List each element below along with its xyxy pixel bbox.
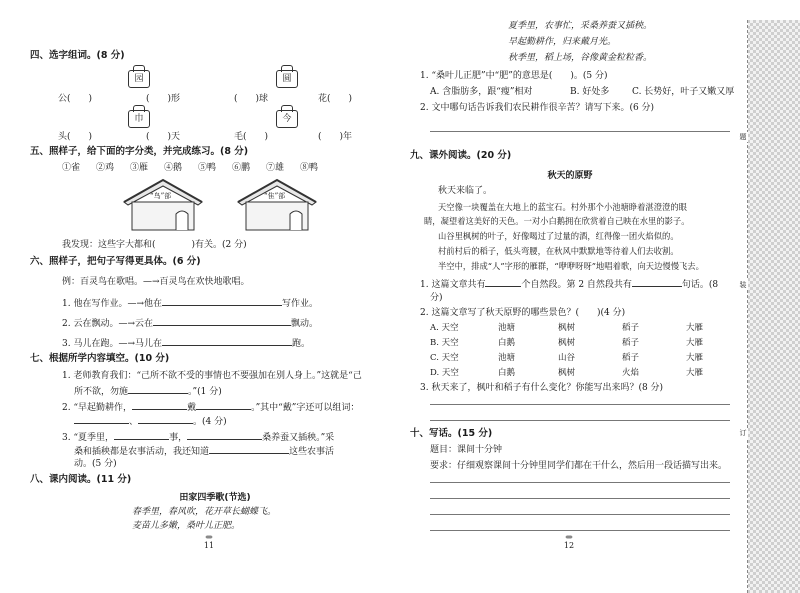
s7-q2-end: 。(4 分) [193, 417, 227, 427]
s9-q2: 2. 这篇文章写了秋天原野的哪些景色？( )(4 分) [420, 308, 626, 318]
article-p3: 山谷里枫树的叶子，好像喝过了过量的酒，红得像一团火焰似的。 [438, 231, 679, 241]
s9-q1-blank2[interactable] [632, 277, 682, 287]
s6-q2-start: 2. 云在飘动。—→云在 [62, 319, 153, 329]
s5-item: ④鹅 [164, 163, 183, 173]
option-cell: 大雁 [686, 353, 704, 363]
s7-q3-blank2[interactable] [187, 430, 262, 440]
s6-q1-start: 1. 他在写作业。—→他在 [62, 299, 162, 309]
right-page [400, 0, 735, 593]
s8-q2-answer-line[interactable] [430, 131, 730, 132]
s9-q3-answer-line2[interactable] [430, 420, 730, 421]
s9-q1-start: 1. 这篇文章共有 [420, 280, 486, 290]
s4-row2-item4: ( )年 [318, 132, 353, 142]
s7-q1-start: 所不欲，勿施 [74, 387, 129, 397]
char-box-yuan2: 圆 [276, 70, 298, 88]
poem-title: 田家四季歌(节选) [179, 493, 251, 503]
s5-item: ⑧鸭 [300, 163, 319, 173]
article-p1: 秋天来临了。 [438, 186, 493, 196]
char-box-yuan1: 园 [128, 70, 150, 88]
s7-q1-line2 [74, 384, 222, 398]
s7-q2-sep: 、 [129, 417, 139, 427]
s6-q3-start: 3. 马儿在跑。—→马儿在 [62, 339, 162, 349]
s7-q1-line1: 1. 老师教育我们：“己所不欲不受的事情也不要强加在别人身上。”这就是“己 [62, 371, 362, 381]
section-4-title: 四、选字组词。(8 分) [30, 50, 125, 61]
option-cell: 白鹅 [498, 368, 516, 378]
s7-q2-start: 2. “早起勤耕作， [62, 403, 133, 413]
s7-q3-know: 桑和插秧都是农事活动，我还知道 [74, 447, 210, 457]
section-8-title: 八、课内阅读。(11 分) [30, 474, 132, 485]
s5-item: ②鸡 [96, 163, 115, 173]
option-cell: 大雁 [686, 338, 704, 348]
s6-q2-blank[interactable] [153, 316, 291, 326]
s9-q1-mid: 个自然段。第 2 自然段共有 [521, 280, 632, 290]
house-bird-radical [118, 178, 208, 232]
s7-q1-blank[interactable] [128, 384, 188, 394]
section-10-title: 十、写话。(15 分) [410, 428, 493, 439]
s7-q3-start: 3. “夏季里， [62, 433, 115, 443]
option-choice[interactable]: D. 天空 [430, 368, 459, 378]
article-title: 秋天的原野 [547, 171, 593, 181]
margin-label-2: 装 [739, 281, 747, 289]
char-box-jin2: 今 [276, 110, 298, 128]
option-choice[interactable]: A. 天空 [430, 323, 459, 333]
s6-q3-end: 跑。 [292, 339, 311, 349]
option-cell: 池塘 [498, 353, 516, 363]
s6-example: 例：百灵鸟在歌唱。—→百灵鸟在欢快地歌唱。 [62, 277, 250, 287]
poem-line4: 早起勤耕作，归来戴月光。 [508, 37, 617, 47]
s6-q3 [62, 336, 310, 350]
house-zhui-radical [232, 178, 322, 232]
s6-q2 [62, 316, 318, 330]
s6-q3-blank[interactable] [162, 336, 292, 346]
option-cell: 山谷 [558, 353, 576, 363]
margin-label-1: 题 [739, 133, 747, 141]
s4-row2-item2: ( )天 [146, 132, 181, 142]
s7-q3-line3: 动。(5 分) [74, 459, 117, 469]
s9-q3: 3. 秋天来了，枫叶和稻子有什么变化？你能写出来吗？(8 分) [420, 383, 664, 393]
poem-line5: 秋季里，稻上场，谷像黄金粒粒香。 [508, 53, 653, 63]
s8-q2: 2. 文中哪句话告诉我们农民耕作很辛苦？请写下来。(6 分) [420, 103, 655, 113]
section-6-title: 六、照样子，把句子写得更具体。(6 分) [30, 256, 201, 267]
option-cell: 稻子 [622, 323, 640, 333]
s7-q2-dai: 戴 [187, 403, 197, 413]
article-p4: 村前村后的稻子，低头弯腰，在秋风中默默地等待着人们去收割。 [438, 246, 679, 256]
s7-q2-mid: 。”其中“戴”字还可以组词： [251, 403, 360, 413]
option-cell: 白鹅 [498, 338, 516, 348]
s7-q2-blank3[interactable] [74, 414, 129, 424]
s7-q3-shi: 事， [169, 433, 188, 443]
s4-row1-item2: ( )形 [146, 94, 181, 104]
s7-q3-line2 [74, 444, 334, 458]
char-box-jin1: 巾 [128, 110, 150, 128]
s10-writing-line3[interactable] [430, 514, 730, 515]
s5-finding: 我发现：这些字大都和( )有关。(2 分) [62, 240, 247, 250]
section-9-title: 九、课外阅读。(20 分) [410, 150, 512, 161]
s7-q3-line1 [62, 430, 334, 444]
s6-q1 [62, 296, 318, 310]
s10-writing-line1[interactable] [430, 482, 730, 483]
s4-row1-item4: 花( ) [318, 94, 353, 104]
s8-q1-optA[interactable]: A. 含脂肪多，跟“瘦”相对 [430, 87, 533, 97]
s5-item: ⑦雄 [266, 163, 285, 173]
s7-q3-these: 这些农事活 [289, 447, 335, 457]
option-cell: 稻子 [622, 353, 640, 363]
s9-q1-end: 句话。(8 [681, 280, 719, 290]
s8-q1-optB[interactable]: B. 好处多 [570, 87, 610, 97]
s10-topic: 题目：课间十分钟 [430, 445, 503, 455]
option-cell: 大雁 [686, 368, 704, 378]
s9-q1-line1 [420, 277, 718, 291]
s4-row2-item3: 毛( ) [234, 132, 269, 142]
s5-item: ⑥鹏 [232, 163, 251, 173]
option-cell: 枫树 [558, 368, 576, 378]
s5-items [62, 162, 334, 174]
option-cell: 大雁 [686, 323, 704, 333]
s8-q1-optC[interactable]: C. 长势好，叶子又嫩又厚 [632, 87, 735, 97]
s7-q2-line2 [74, 414, 227, 428]
option-choice[interactable]: B. 天空 [430, 338, 459, 348]
article-p2a: 天空像一块覆盖在大地上的蓝宝石。村外那个小池塘睁着湛澄澄的眼 [438, 202, 687, 212]
margin-label-3: 订 [739, 429, 747, 437]
article-p2b: 睛，凝望着这美好的天色。一对小白鹅拥在欣赏着自己映在水里的影子。 [424, 216, 690, 226]
s6-q1-blank[interactable] [162, 296, 282, 306]
s8-q1: 1. “桑叶儿正肥”中“肥”的意思是( )。(5 分) [420, 71, 608, 81]
s7-q2-blank1[interactable] [132, 400, 187, 410]
s5-item: ⑤鸭 [198, 163, 217, 173]
s4-row1-item1: 公( ) [58, 94, 93, 104]
s5-item: ①雀 [62, 163, 81, 173]
poem-line1: 春季里，春风吹，花开草长蝴蝶飞。 [132, 507, 277, 517]
house1-label: “鸟”部 [150, 192, 172, 200]
s7-q3-mid: 桑养蚕又插秧。”采 [262, 433, 335, 443]
poem-line3: 夏季里，农事忙，采桑养蚕又插秧。 [508, 21, 653, 31]
s7-q3-blank3[interactable] [209, 444, 289, 454]
s5-item: ③雁 [130, 163, 149, 173]
s7-q1-end: 。”(1 分) [188, 387, 222, 397]
option-choice[interactable]: C. 天空 [430, 353, 459, 363]
s6-q2-end: 飘动。 [291, 319, 319, 329]
option-cell: 枫树 [558, 323, 576, 333]
s7-q3-blank1[interactable] [114, 430, 169, 440]
option-cell: 池塘 [498, 323, 516, 333]
option-cell: 火焰 [622, 368, 640, 378]
s6-q1-end: 写作业。 [282, 299, 319, 309]
page-number-12: 12 [560, 538, 578, 554]
article-p5: 半空中，排成“人”字形的雁群，“咿咿呀呀”地唱着歌，向天边慢慢飞去。 [438, 261, 704, 271]
s9-q1-blank1[interactable] [485, 277, 521, 287]
s10-writing-line2[interactable] [430, 498, 730, 499]
section-7-title: 七、根据所学内容填空。(10 分) [30, 353, 170, 364]
option-cell: 稻子 [622, 338, 640, 348]
s10-requirement: 要求：仔细观察课间十分钟里同学们都在干什么，然后用一段话描写出来。 [430, 461, 728, 471]
poem-line2: 麦苗儿多嫩，桑叶儿正肥。 [132, 521, 241, 531]
option-cell: 枫树 [558, 338, 576, 348]
s9-q1-line2: 分) [430, 293, 443, 303]
page-number-11: 11 [200, 538, 218, 554]
s7-q2-blank4[interactable] [138, 414, 193, 424]
s7-q2-blank2[interactable] [196, 400, 251, 410]
s10-writing-line4[interactable] [430, 530, 730, 531]
s4-row2-item1: 头( ) [58, 132, 93, 142]
s9-q3-answer-line1[interactable] [430, 404, 730, 405]
binding-cut-line [738, 20, 748, 593]
section-5-title: 五、照样子，给下面的字分类，并完成练习。(8 分) [30, 146, 249, 157]
s7-q2-line1 [62, 400, 359, 414]
s4-row1-item3: ( )球 [234, 94, 269, 104]
house2-label: “隹”部 [264, 192, 286, 200]
